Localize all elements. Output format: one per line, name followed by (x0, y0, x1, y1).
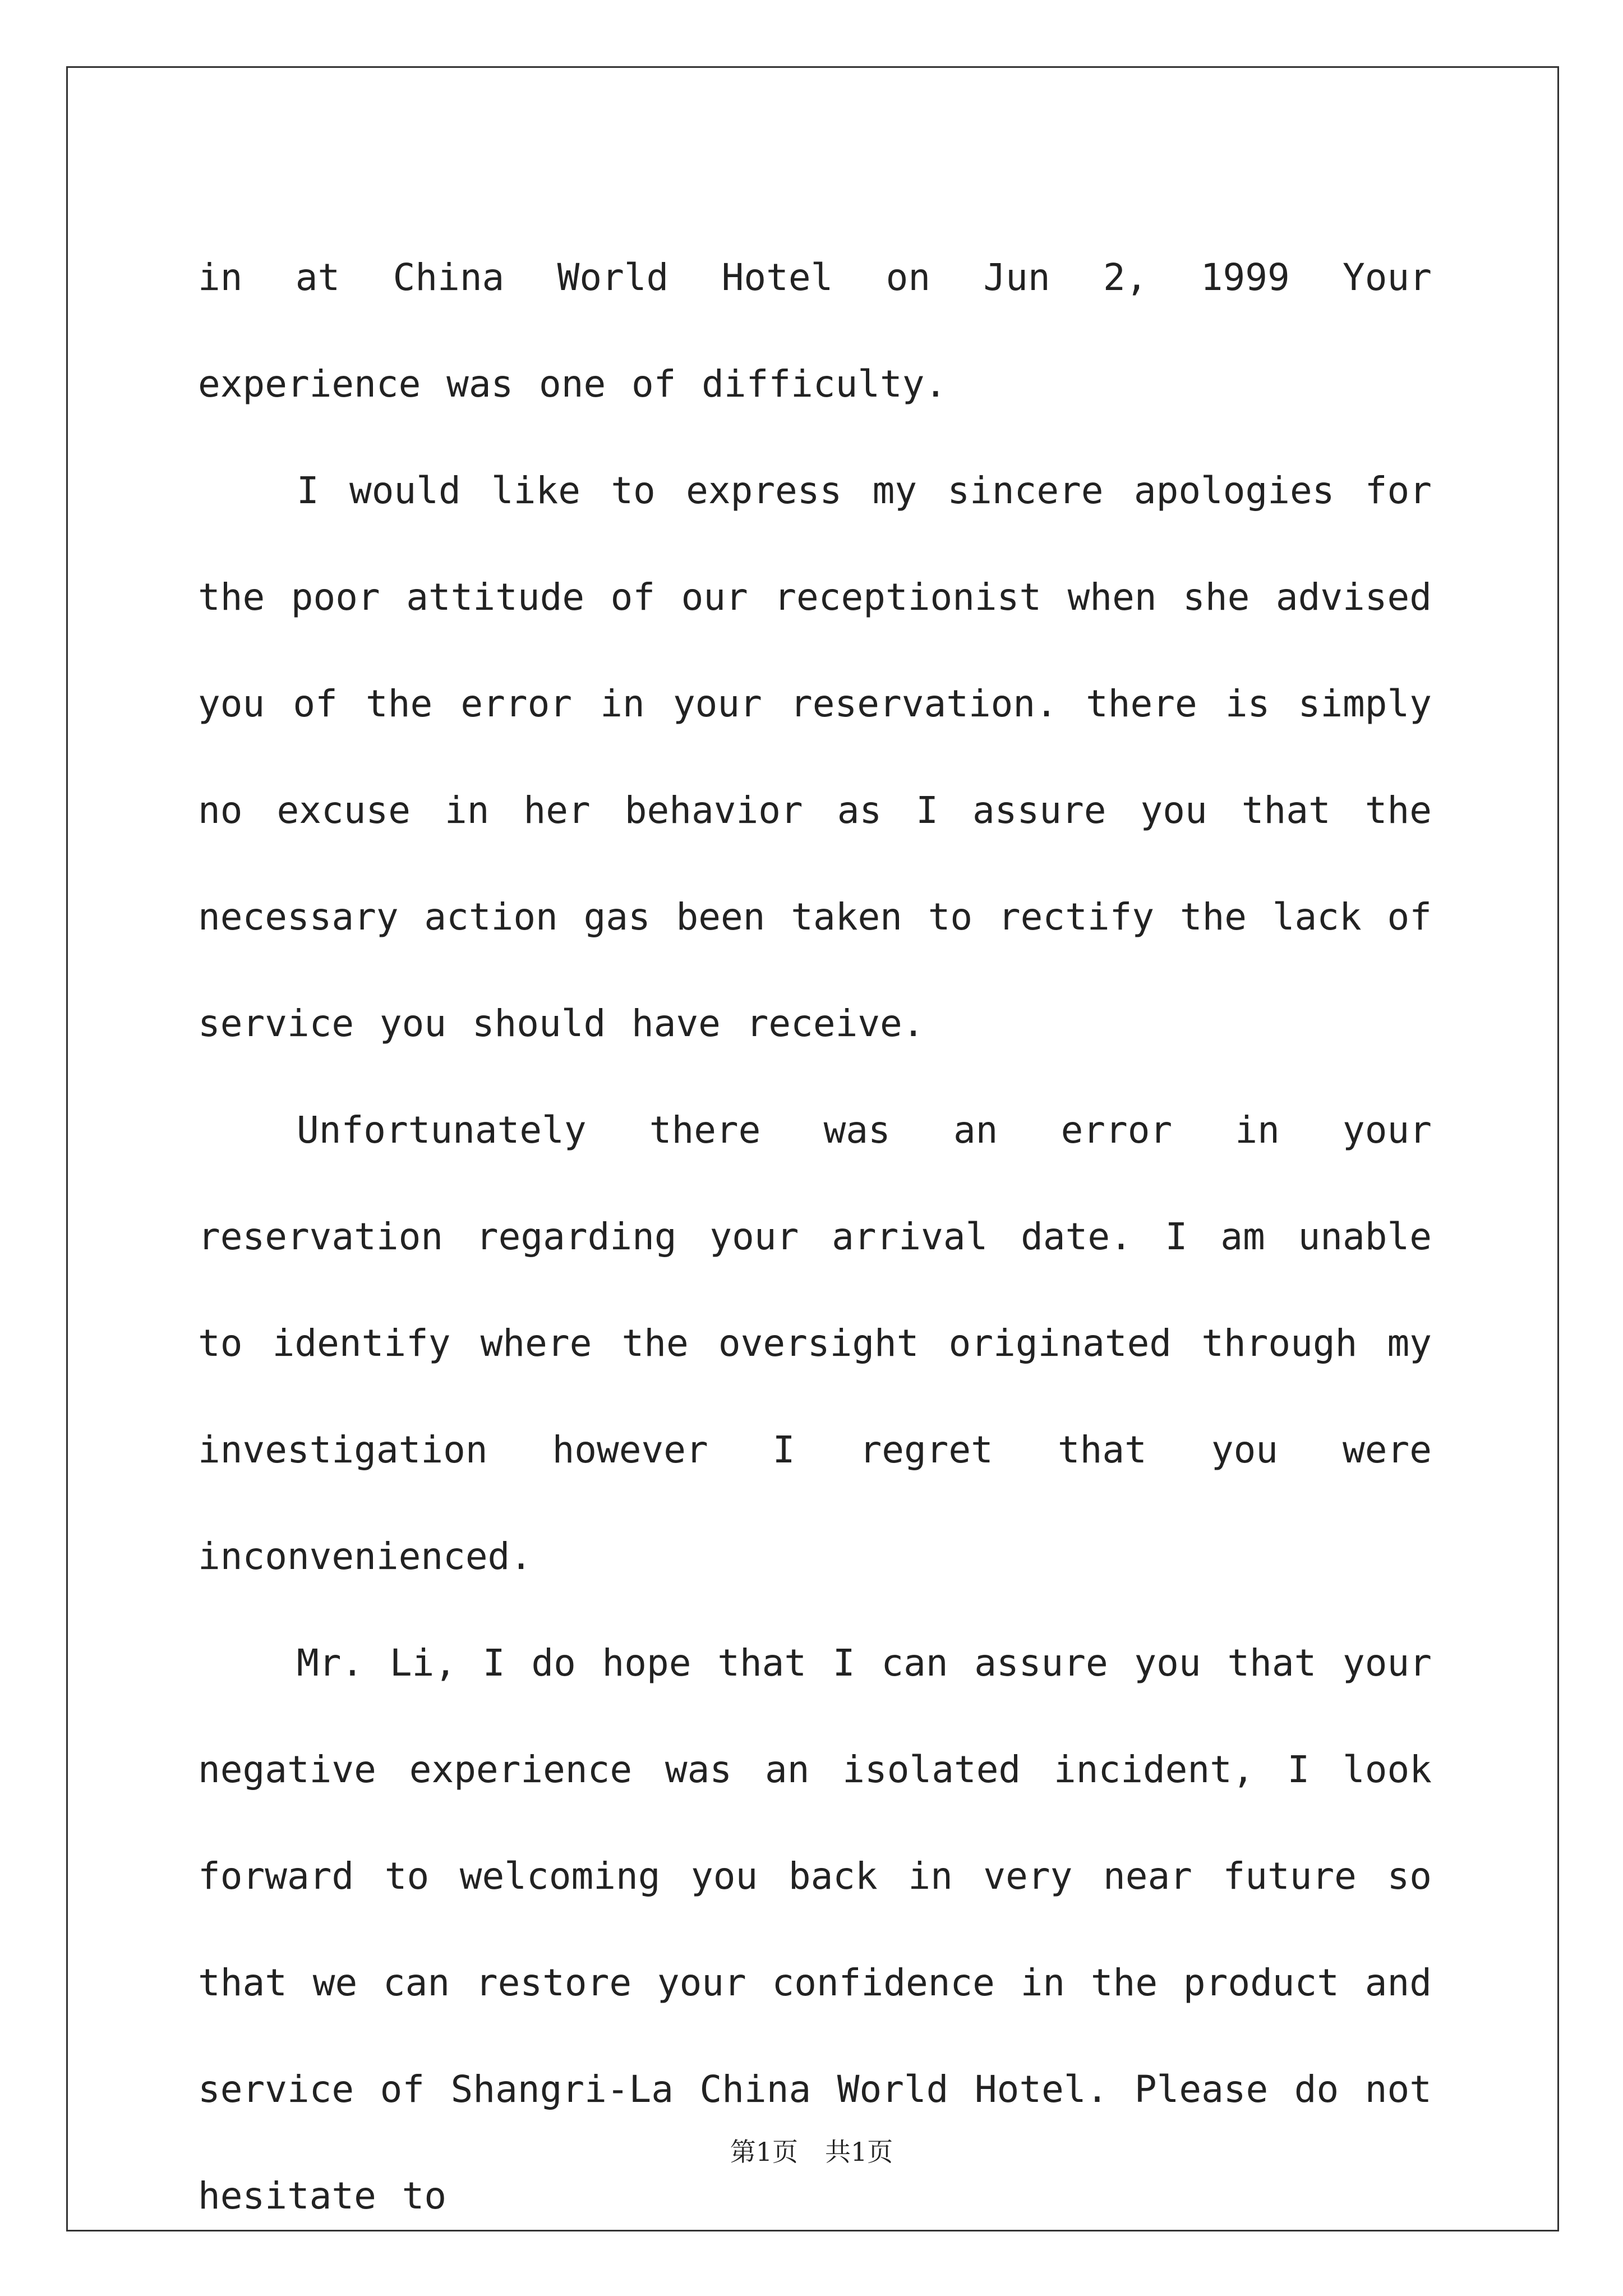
page-number: 第1页 (730, 2137, 798, 2167)
paragraph-4: Mr. Li, I do hope that I can assure you that your negative experience was an isolated incident, I look forward to welcoming you back in very near future so that we can restore your confidence in the product and service of Shangri-La China World Hotel. Please do not hesitate to (198, 1641, 1432, 2217)
page-footer (0, 2132, 1623, 2169)
letter-body (198, 224, 1432, 2249)
paragraph-1: in at China World Hotel on Jun 2, 1999 Your experience was one of difficulty. (198, 256, 1432, 406)
page-total: 共1页 (825, 2137, 893, 2167)
paragraph-3: Unfortunately there was an error in your reservation regarding your arrival date. I am unable to identify where the oversight originated through my investigation however I regret that you were inconvenienced. (198, 1108, 1432, 1578)
paragraph-2: I would like to express my sincere apologies for the poor attitude of our receptionist when she advised you of the error in your reservation. there is simply no excuse in her behavior as I assure you that the necessary action gas been taken to rectify the lack of service you should have receive. (198, 469, 1432, 1045)
